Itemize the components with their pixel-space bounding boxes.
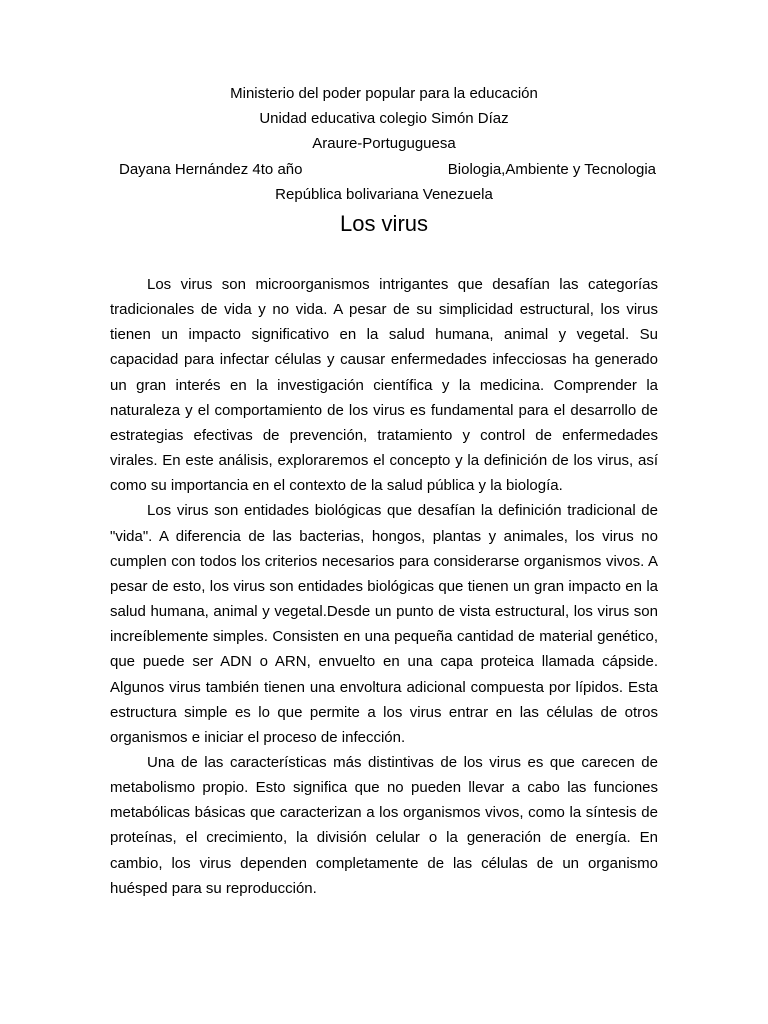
- author-subject-row: [119, 161, 656, 179]
- document-title: Los virus: [339, 211, 429, 236]
- paragraph-metabolism: Una de las características más distintivas de los virus es que carecen de metabolismo propio. Esto significa que no pueden llevar a cabo las funciones metabólicas básicas que caracterizan a los organismos vivos, como la síntesis de proteínas, el crecimiento, la división celular o la generación de energía. En cambio, los virus dependen completamente de las células de un organismo huésped para su reproducción.: [110, 753, 658, 897]
- body-text: [110, 272, 658, 901]
- paragraph-definition: Los virus son entidades biológicas que desafían la definición tradicional de "vida". A diferencia de las bacterias, hongos, plantas y animales, los virus no cumplen con todos los criterios necesarios para considerarse organismos vivos. A pesar de esto, los virus son entidades biológicas que tienen un gran impacto en la salud humana, animal y vegetal.Desde un punto de vista estructural, los virus son increíblemente simples. Consisten en una pequeña cantidad de material genético, que puede ser ADN o ARN, envuelto en una capa proteica llamada cápside. Algunos virus también tienen una envoltura adicional compuesta por lípidos. Esta estructura simple es lo que permite a los virus entrar en las células de otros organismos e iniciar el proceso de infección.: [110, 502, 658, 746]
- school-line: Unidad educativa colegio Simón Díaz: [259, 110, 509, 127]
- author-name: Dayana Hernández 4to año: [119, 161, 303, 178]
- subject-name: Biologia,Ambiente y Tecnologia: [447, 161, 656, 178]
- location-line: Araure-Portuguguesa: [312, 135, 456, 152]
- paragraph-intro: Los virus son microorganismos intrigantes que desafían las categorías tradicionales de vida y no vida. A pesar de su simplicidad estructural, los virus tienen un impacto significativo en la salud humana, animal y vegetal. Su capacidad para infectar células y causar enfermedades infecciosas ha generado un gran interés en la investigación científica y la medicina. Comprender la naturaleza y el comportamiento de los virus es fundamental para el desarrollo de estrategias efectivas de prevención, tratamiento y control de enfermedades virales. En este análisis, exploraremos el concepto y la definición de los virus, así como su importancia en el contexto de la salud pública y la biología.: [110, 276, 658, 495]
- ministry-line: Ministerio del poder popular para la educación: [230, 85, 538, 102]
- country-line: República bolivariana Venezuela: [275, 186, 493, 203]
